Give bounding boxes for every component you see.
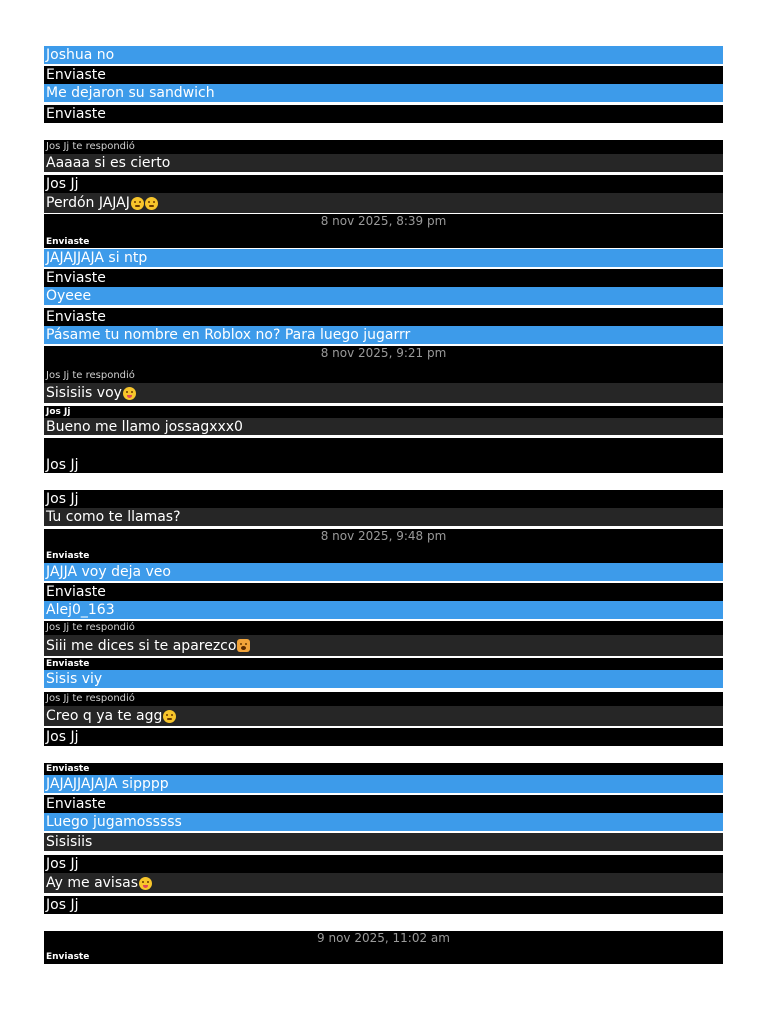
scared-cat-icon	[237, 639, 250, 652]
timestamp: 8 nov 2025, 9:21 pm	[320, 346, 447, 360]
received-message[interactable]	[44, 418, 723, 435]
sent-message[interactable]	[44, 601, 723, 619]
sender-label	[44, 308, 723, 326]
sender-label	[44, 855, 723, 873]
sad-face-icon	[131, 197, 144, 210]
sender-label	[44, 105, 723, 123]
message-text: Siii me dices si te aparezco	[46, 637, 237, 654]
sender-name: Enviaste	[46, 309, 106, 325]
reply-indicator	[44, 692, 723, 706]
sender-label	[44, 438, 723, 473]
received-message[interactable]	[44, 833, 723, 851]
message-text: Joshua no	[46, 47, 115, 63]
message-text: Oyeee	[46, 288, 92, 304]
sender-name: Enviaste	[46, 584, 106, 600]
tongue-out-icon	[123, 387, 136, 400]
sent-message[interactable]	[44, 84, 723, 102]
sender-label	[44, 550, 723, 562]
message-text: Ay me avisas	[46, 875, 138, 891]
sender-label	[44, 66, 723, 84]
sender-label	[44, 236, 723, 248]
message-text: JAJAJJAJA si ntp	[46, 250, 148, 266]
received-message[interactable]	[44, 193, 723, 213]
sender-name: Jos Jj	[46, 406, 71, 417]
message-text: Pásame tu nombre en Roblox no? Para luego jugarrr	[46, 327, 411, 343]
message-text: JAJAJJAJAJA sipppp	[46, 776, 169, 792]
timestamp: 9 nov 2025, 11:02 am	[317, 931, 450, 945]
received-message[interactable]	[44, 635, 723, 656]
tongue-out-icon	[139, 877, 152, 890]
message-text: Sisisiis	[46, 834, 93, 850]
sender-name: Jos Jj	[46, 176, 79, 192]
reply-indicator	[44, 140, 723, 154]
timestamp: 8 nov 2025, 9:48 pm	[320, 529, 447, 543]
received-message[interactable]	[44, 873, 723, 893]
sent-message[interactable]	[44, 46, 723, 64]
sender-label	[44, 175, 723, 193]
sender-name: Jos Jj	[46, 457, 79, 473]
dizzy-face-icon	[163, 710, 176, 723]
message-text: Me dejaron su sandwich	[46, 85, 215, 101]
sender-label	[44, 951, 723, 963]
sender-name: Enviaste	[46, 106, 106, 122]
sender-label	[44, 406, 723, 418]
message-text: Alej0_163	[46, 602, 115, 618]
sender-label	[44, 658, 723, 670]
sender-name: Enviaste	[46, 796, 106, 812]
sender-name: Enviaste	[46, 951, 90, 962]
sent-message[interactable]	[44, 813, 723, 831]
reply-indicator	[44, 621, 723, 635]
message-text: Creo q ya te agg	[46, 708, 163, 724]
sent-message[interactable]	[44, 287, 723, 305]
sender-name: Enviaste	[46, 236, 90, 247]
sender-name: Enviaste	[46, 763, 90, 774]
message-text: Perdón JAJAJ	[46, 195, 130, 211]
sent-message[interactable]	[44, 563, 723, 581]
sad-face-icon	[145, 197, 158, 210]
sender-name: Enviaste	[46, 658, 90, 669]
sender-name: Jos Jj	[46, 729, 79, 745]
reply-label: Jos Jj te respondió	[46, 693, 135, 704]
message-text: Luego jugamosssss	[46, 814, 182, 830]
sender-label	[44, 269, 723, 287]
message-text: Sisisiis voy	[46, 385, 122, 401]
sent-message[interactable]	[44, 249, 723, 267]
received-message[interactable]	[44, 383, 723, 403]
sent-message[interactable]	[44, 775, 723, 793]
reply-label: Jos Jj te respondió	[46, 622, 135, 633]
timestamp: 8 nov 2025, 8:39 pm	[320, 214, 447, 228]
message-text: JAJJA voy deja veo	[46, 564, 171, 580]
message-text: Bueno me llamo jossagxxx0	[46, 418, 243, 435]
sender-label	[44, 583, 723, 601]
received-message[interactable]	[44, 154, 723, 172]
received-message[interactable]	[44, 508, 723, 526]
sender-name: Enviaste	[46, 270, 106, 286]
sender-name: Enviaste	[46, 550, 90, 561]
reply-label: Jos Jj te respondió	[46, 141, 135, 152]
sender-label	[44, 795, 723, 813]
sender-name: Enviaste	[46, 67, 106, 83]
sender-label	[44, 490, 723, 508]
sender-name: Jos Jj	[46, 491, 79, 507]
reply-indicator	[44, 369, 723, 382]
message-text: Tu como te llamas?	[46, 509, 181, 525]
sent-message[interactable]	[44, 326, 723, 344]
message-text: Sisis viy	[46, 671, 103, 687]
sender-name: Jos Jj	[46, 856, 79, 872]
sender-label	[44, 896, 723, 914]
sender-label	[44, 763, 723, 775]
sent-message[interactable]	[44, 670, 723, 688]
message-text: Aaaaa si es cierto	[46, 155, 171, 171]
reply-label: Jos Jj te respondió	[46, 369, 135, 381]
sender-label	[44, 728, 723, 746]
received-message[interactable]	[44, 706, 723, 726]
sender-name: Jos Jj	[46, 897, 79, 913]
